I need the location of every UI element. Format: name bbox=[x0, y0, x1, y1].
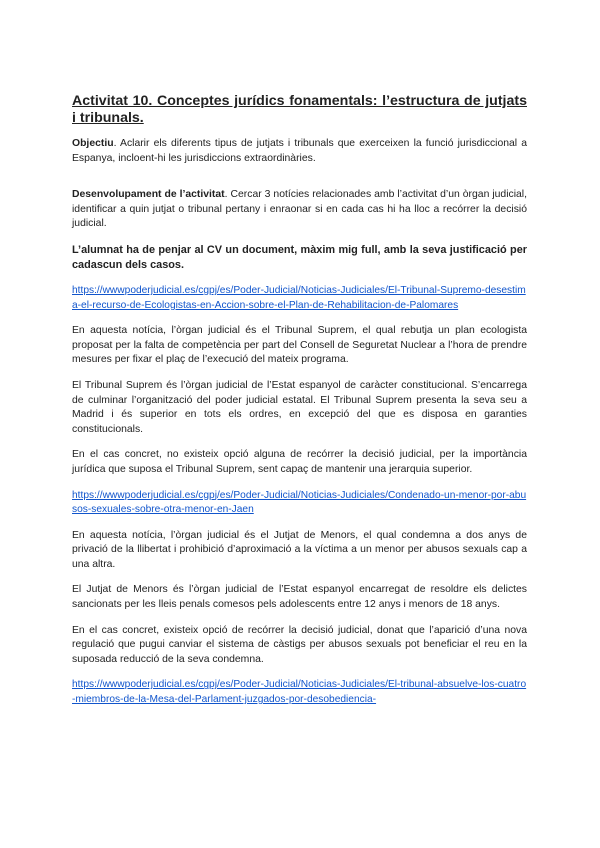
desenvolupament-label: Desenvolupament de l’activitat bbox=[72, 189, 225, 201]
desenvolupament-text: . Cercar 3 notícies relacionades amb l’activitat d’un òrgan judicial, identificar a quin jutjat o tribunal pertany i enraonar si en cada cas hi ha lloc a recórrer la decisió judicial. bbox=[72, 189, 527, 230]
document-title: Activitat 10. Conceptes jurídics fonamentals: l’estructura de jutjats i tribunals. bbox=[72, 93, 527, 126]
case-1-paragraph-2: El Tribunal Suprem és l’òrgan judicial de l’Estat espanyol de caràcter constitucional. S’encarrega de culminar l’organització del poder judicial estatal. El Tribunal Suprem presenta la seva seu a Madrid i és superior en tots els ordres, en excepció del que es disposa en garanties constitucionals. bbox=[72, 379, 527, 435]
case-1-paragraph-3: En el cas concret, no existeix opció alguna de recórrer la decisió judicial, per la importància jurídica que suposa el Tribunal Suprem, sent capaç de mantenir una jerarquia superior. bbox=[72, 449, 527, 475]
case-1-paragraph-1: En aquesta notícia, l’òrgan judicial és el Tribunal Suprem, el qual rebutja un plan ecologista proposat per la falta de competència per part del Consell de Seguretat Nuclear a l’hora de prendre mesures per fixar el plaç de l’execució del mateix programa. bbox=[72, 325, 527, 366]
case-2-paragraph-2: El Jutjat de Menors és l’òrgan judicial de l’Estat espanyol encarregat de resoldre els delictes sancionats per les lleis penals comesos pels adolescents entre 12 anys i menors de 18 anys. bbox=[72, 584, 527, 611]
case-3-link[interactable]: https://wwwpoderjudicial.es/cgpj/es/Poder-Judicial/Noticias-Judiciales/El-tribunal-absuelve-los-cuatro-miembros-de-la-Mesa-del-Parlament-juzgados-por-desobediencia- bbox=[72, 679, 527, 706]
objectiu-paragraph bbox=[72, 137, 527, 166]
instruction-paragraph: L’alumnat ha de penjar al CV un document, màxim mig full, amb la seva justificació per cadascun dels casos. bbox=[72, 243, 527, 271]
objectiu-label: Objectiu bbox=[72, 138, 114, 149]
case-1-link[interactable]: https://wwwpoderjudicial.es/cgpj/es/Poder-Judicial/Noticias-Judiciales/El-Tribunal-Supremo-desestima-el-recurso-de-Ecologistas-en-Accion-sobre-el-Plan-de-Rehabilitacion-de-Palomares bbox=[72, 284, 526, 311]
case-2-link-paragraph bbox=[72, 489, 527, 518]
case-3-link-paragraph bbox=[72, 678, 527, 707]
case-2-link[interactable]: https://wwwpoderjudicial.es/cgpj/es/Poder-Judicial/Noticias-Judiciales/Condenado-un-menor-por-abusos-sexuales-sobre-otra-menor-en-Jaen bbox=[72, 489, 527, 516]
objectiu-text: . Aclarir els diferents tipus de jutjats i tribunals que exerceixen la funció jurisdiccional a Espanya, incloent-hi les jurisdiccions extraordinàries. bbox=[72, 138, 527, 164]
case-2-paragraph-1: En aquesta notícia, l’òrgan judicial és el Jutjat de Menors, el qual condemna a dos anys de privació de la llibertat i prohibició d’aproximació a la víctima a un menor per abusos sexuals cap a una altra. bbox=[72, 529, 527, 570]
desenvolupament-paragraph bbox=[72, 188, 527, 232]
document-content bbox=[72, 93, 527, 719]
case-2-paragraph-3: En el cas concret, existeix opció de recórrer la decisió judicial, donat que l’aparició d’una nova regulació que pugui canviar el sistema de càstigs per abusos sexuals pot beneficiar el reu en la suposada reducció de la seva condemna. bbox=[72, 624, 527, 665]
case-1-link-paragraph bbox=[72, 284, 527, 313]
